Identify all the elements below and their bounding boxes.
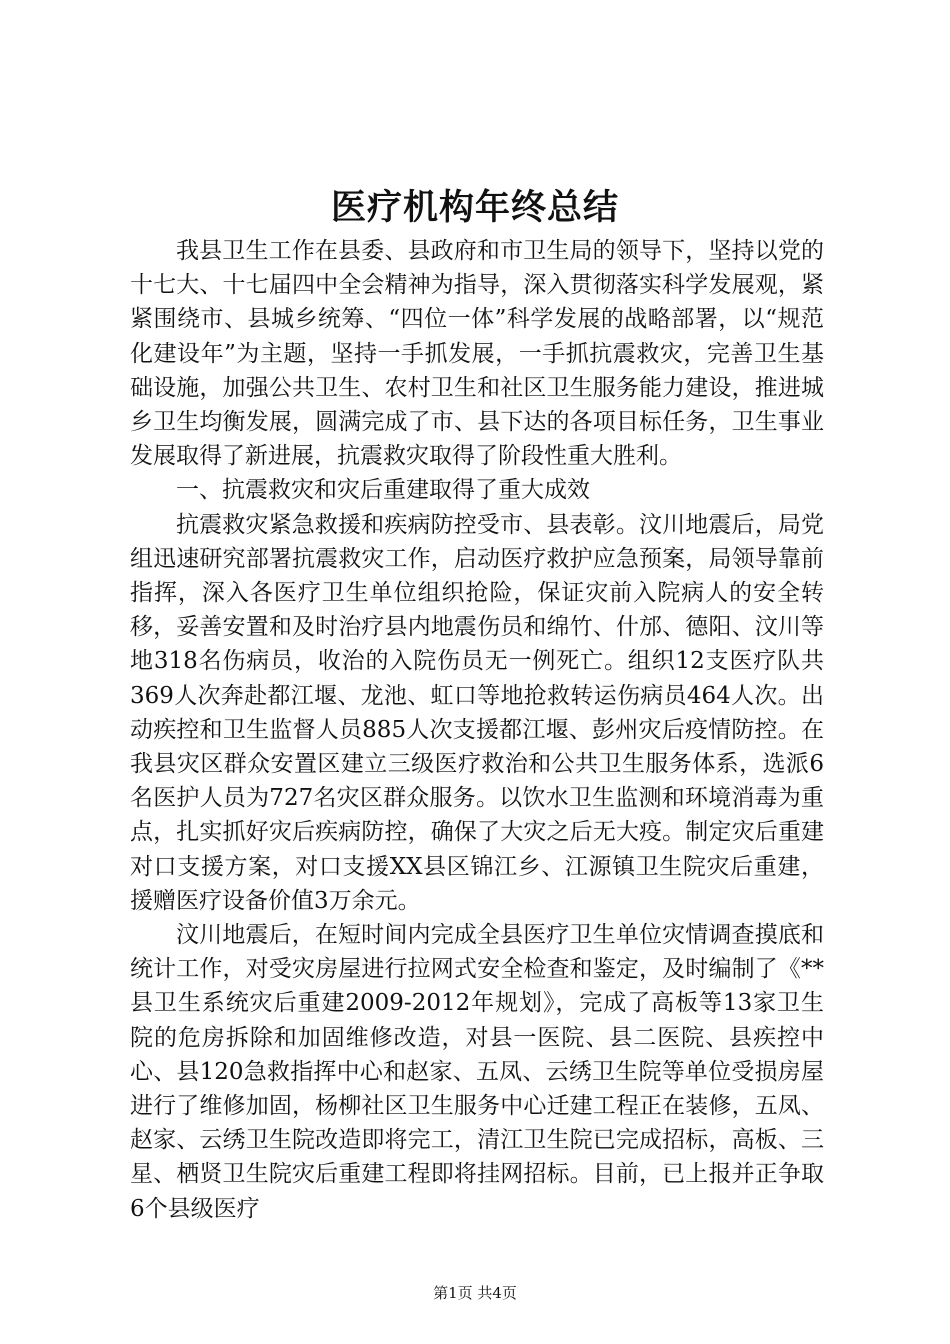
- page-footer: 第1页 共4页: [433, 1284, 517, 1302]
- section-heading-1: 一、抗震救灾和灾后重建取得了重大成效: [176, 477, 590, 504]
- page-title: 医疗机构年终总结: [330, 187, 619, 228]
- paragraph-reconstruction: 汶川地震后，在短时间内完成全县医疗卫生单位灾情调查摸底和统计工作，对受灾房屋进行拉网式安全检查和鉴定，及时编制了《**县卫生系统灾后重建2009-2012年规划》，完成了高板等13家卫生院的危房拆除和加固维修改造，对县一医院、县二医院、县疾控中心、县120急救指挥中心和赵家、五凤、云绣卫生院等单位受损房屋进行了维修加固，杨柳社区卫生服务中心迁建工程正在装修，五凤、赵家、云绣卫生院改造即将完工，清江卫生院已完成招标，高板、三星、栖贤卫生院灾后重建工程即将挂网招标。目前，已上报并正争取6个县级医疗: [130, 922, 824, 1222]
- paragraph-relief: 抗震救灾紧急救援和疾病防控受市、县表彰。汶川地震后，局党组迅速研究部署抗震救灾工作，启动医疗救护应急预案，局领导靠前指挥，深入各医疗卫生单位组织抢险，保证灾前入院病人的安全转移，妥善安置和及时治疗县内地震伤员和绵竹、什邡、德阳、汶川等地318名伤病员，收治的入院伤员无一例死亡。组织12支医疗队共369人次奔赴都江堰、龙池、虹口等地抢救转运伤病员464人次。出动疾控和卫生监督人员885人次支援都江堰、彭州灾后疫情防控。在我县灾区群众安置区建立三级医疗救治和公共卫生服务体系，选派6名医护人员为727名灾区群众服务。以饮水卫生监测和环境消毒为重点，扎实抓好灾后疾病防控，确保了大灾之后无大疫。制定灾后重建对口支援方案，对口支援XX县区锦江乡、江源镇卫生院灾后重建，援赠医疗设备价值3万余元。: [130, 511, 824, 914]
- paragraph-intro: 我县卫生工作在县委、县政府和市卫生局的领导下，坚持以党的十七大、十七届四中全会精神为指导，深入贯彻落实科学发展观，紧紧围绕市、县城乡统筹、“四位一体”科学发展的战略部署，以“规范化建设年”为主题，坚持一手抓发展，一手抓抗震救灾，完善卫生基础设施，加强公共卫生、农村卫生和社区卫生服务能力建设，推进城乡卫生均衡发展，圆满完成了市、县下达的各项目标任务，卫生事业发展取得了新进展，抗震救灾取得了阶段性重大胜利。: [130, 238, 824, 470]
- document-body: [130, 234, 824, 1226]
